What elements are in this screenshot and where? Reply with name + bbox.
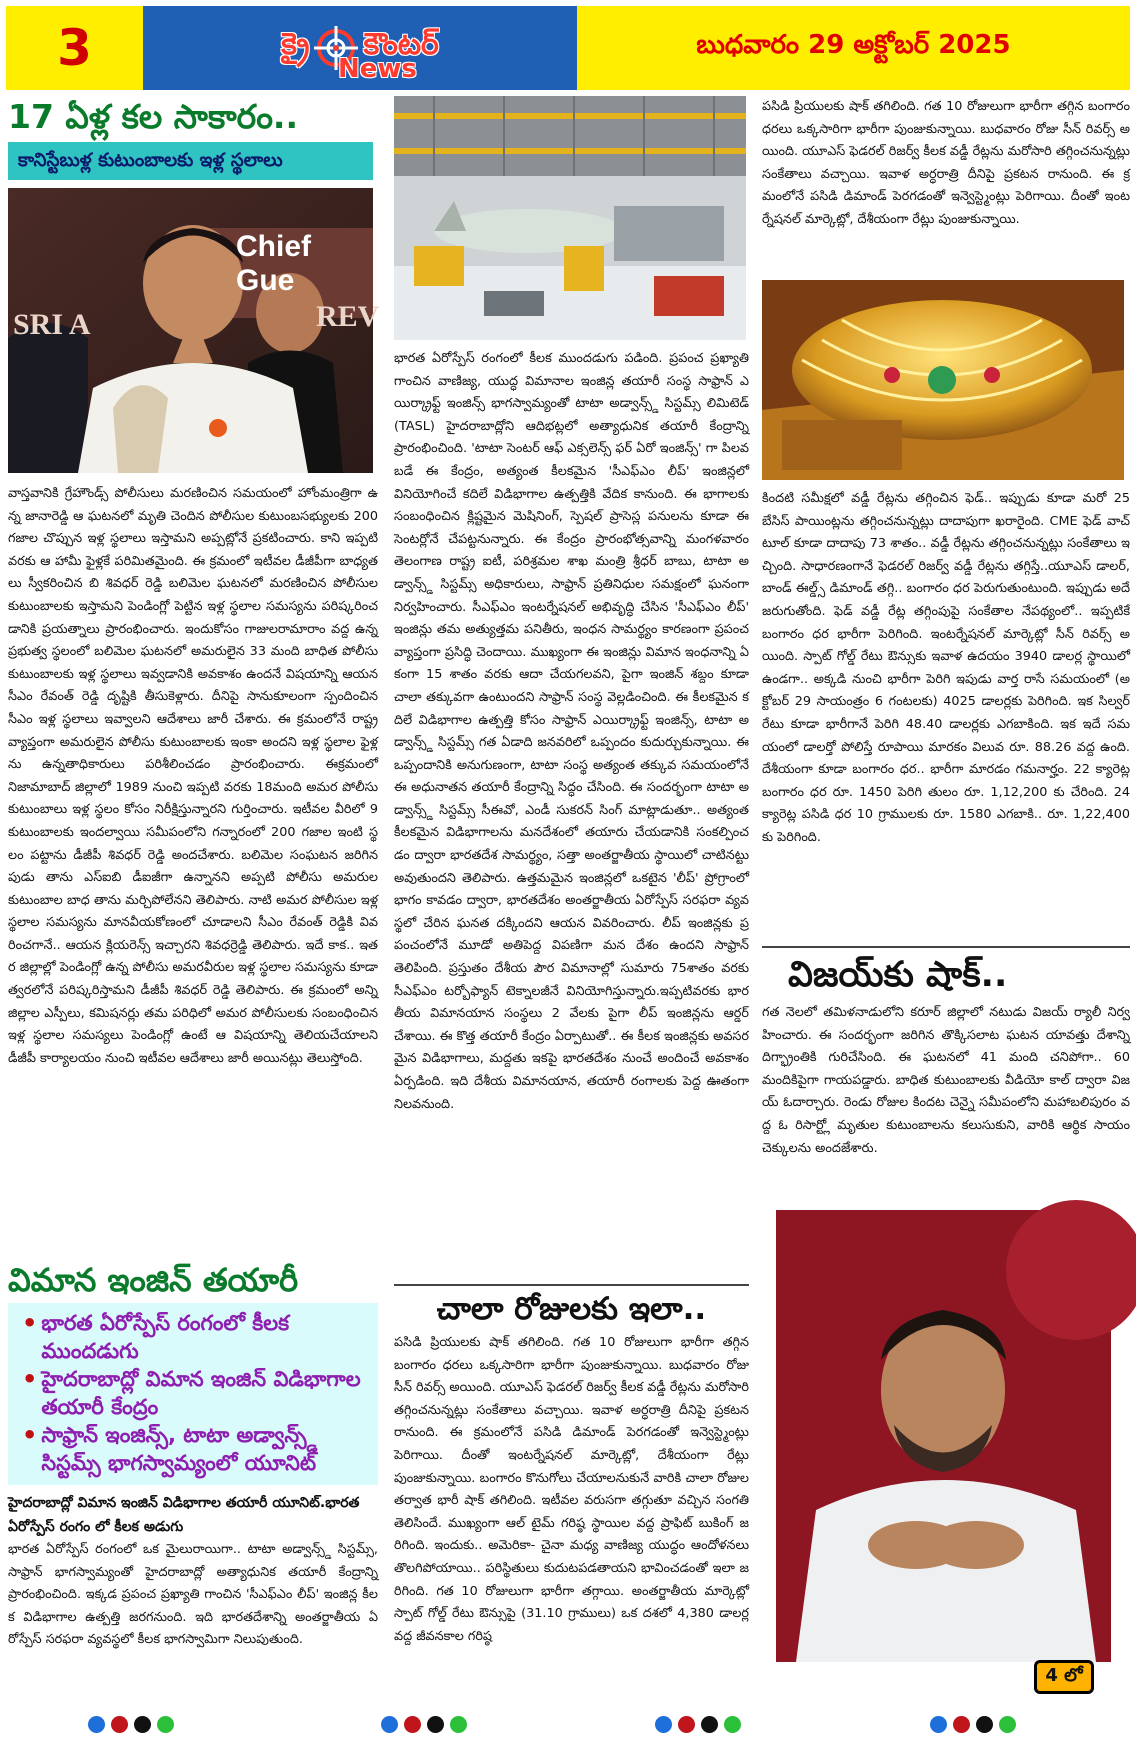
article-gold-rates: కిందటి సమీక్షలో వడ్డీ రేట్లను తగ్గించిన ఫెడ్.. ఇప్పుడు కూడా మరో 25 బేసిస్ పాయింట్లను తగ్గించనున్నట్లు దాదాపుగా ఖరారైంది. CME ఫెడ్ వాచ్ టూల్ కూడా దాదాపు 73 శాతం.. వడ్డీ రేట్లను తగ్గించనున్నట్లు సంకేతాలు ఇచ్చింది. సాధారణంగానే ఫెడరల్ రిజర్వ్ వడ్డీ రేట్లను తగ్గిస్తే..యూఎస్ డాలర్, బాండ్ ఈల్డ్స్ డిమాండ్ తగ్గి.. బంగారం ధర పెరుగుతుంటుంది. ఇప్పుడు అదే జరుగుతోంది. ఫెడ్ వడ్డీ రేట్ల తగ్గింపుపై సంకేతాల నేపథ్యంలో.. ఇప్పటికే బంగారం ధర భారీగా పెరిగింది. ఇంటర్నేషనల్ మార్కెట్లో సీన్ రివర్స్ అయింది. స్పాట్ గోల్డ్ రేటు ఔన్సుకు ఇవాళ ఉదయం 3940 డాలర్ల స్థాయిలో ఉండగా.. అక్కడి నుంచి భారీగా పెరిగి ఇపుడు వార్త రాసే సమయంలో (అక్టోబర్ 29 సాయంత్రం 6 గంటలకు) 4025 డాలర్లకు పెరిగింది. ఇక సిల్వర్ రేటు కూడా భారీగానే పెరిగి 48.40 డాలర్లకు ఎగబాకింది. ఇక ఇదే సమయంలో డాలర్తో పోలిస్తే రూపాయి మారకం విలువ రూ. 88.26 వద్ద ఉంది. దేశీయంగా కూడా బంగారం ధర.. భారీగా మారడం గమనార్హం. 22 క్యారెట్ల బంగారం ధర రూ. 1450 పెరిగి తులం రూ. 1,12,200 కు చేరింది. 24 క్యారెట్ల పసిడి ధర 10 గ్రాములకు రూ. 1580 ఎగబాకి.. రూ. 1,22,400 కు పెరిగింది. [762,491,1130,845]
black-dot-icon [134,1716,151,1733]
column-left [8,96,378,1719]
photo-engine-factory [394,96,746,340]
logo-word-right: కౌంటర్ [363,27,439,62]
red-dot-icon [404,1716,421,1733]
article-engine-main: భారత ఏరోస్పేస్ రంగంలో కీలక ముందడుగు పడింది. ప్రపంచ ప్రఖ్యాతి గాంచిన వాణిజ్య, యుద్ధ విమానాల ఇంజిన్ల తయారీ సంస్థ సాఫ్రాన్ ఎయిర్క్రాఫ్ట్ ఇంజిన్స్ భాగస్వామ్యంతో టాటా అడ్వాన్స్డ్ సిస్టమ్స్ లిమిటెడ్ (TASL) హైదరాబాద్లోని ఆదిభట్లలో అత్యాధునిక తయారీ కేంద్రాన్ని ప్రారంభించింది. 'టాటా సెంటర్ ఆఫ్ ఎక్సలెన్స్ ఫర్ ఏరో ఇంజిన్స్' గా పిలవబడే ఈ కేంద్రం, అత్యంత కీలకమైన 'సీఎఫ్ఎం లీప్' ఇంజిన్లలో వినియోగించే కదిలే విడిభాగాల ఉత్పత్తికి వేదిక కానుంది. ఈ భాగాలకు సంబంధించిన క్లిష్టమైన మెషినింగ్, స్పెషల్ ప్రాసెస్ల పనులను కూడా ఈ సెంటర్లోనే చేపట్టనున్నారు. ఈ కేంద్రం ప్రారంభోత్సవాన్ని మంగళవారం తెలంగాణ రాష్ట్ర ఐటీ, పరిశ్రమల శాఖ మంత్రి శ్రీధర్ బాబు, టాటా అడ్వాన్స్డ్ సిస్టమ్స్ అధికారులు, సాఫ్రాన్ ప్రతినిధుల సమక్షంలో ఘనంగా నిర్వహించారు. సీఎఫ్ఎం ఇంటర్నేషనల్ అభివృద్ధి చేసిన 'సీఎఫ్ఎం లీప్' ఇంజిన్లు తమ అత్యుత్తమ పనితీరు, ఇంధన సామర్థ్యం కారణంగా ప్రపంచవ్యాప్తంగా ప్రసిద్ధి చెందాయి. ముఖ్యంగా ఈ ఇంజిన్లు విమాన ఇంధనాన్ని ఏకంగా 15 శాతం వరకు ఆదా చేయగలవని, పైగా ఇంజిన్ శబ్దం కూడా చాలా తక్కువగా ఉంటుందని సాఫ్రాన్ సంస్థ వెల్లడించింది. ఈ కీలకమైన కదిలే విడిభాగాల ఉత్పత్తి కోసం సాఫ్రాన్ ఎయిర్క్రాఫ్ట్ ఇంజిన్స్, టాటా అడ్వాన్స్డ్ సిస్టమ్స్ గత ఏడాది జనవరిలో ఒప్పందం కుదుర్చుకున్నాయి. ఈ ఒప్పందానికి అనుగుణంగా, టాటా సంస్థ అత్యంత తక్కువ సమయంలోనే ఈ అధునాతన తయారీ కేంద్రాన్ని సిద్ధం చేసింది. ఈ సందర్భంగా టాటా అడ్వాన్స్డ్ సిస్టమ్స్ సీఈవో, ఎండీ సుకరన్ సింగ్ మాట్లాడుతూ.. అత్యంత కీలకమైన విడిభాగాలను మనదేశంలో తయారు చేయడానికి సంకల్పించడం ద్వారా భారతదేశ సామర్థ్యం, సత్తా అంతర్జాతీయ స్థాయిలో చాటినట్టు అవుతుందని తెలిపారు. ఉత్తమమైన ఇంజిన్లలో ఒకటైన 'లీప్' ప్రోగ్రాంలో భాగం కావడం ద్వారా, భారతదేశం అంతర్జాతీయ ఏరోస్పేస్ సరఫరా వ్యవస్థలో చేరిన ఘనత దక్కిందని ఆయన వివరించారు. లీప్ ఇంజిన్లకు ప్రపంచంలోనే మూడో అతిపెద్ద విపణిగా మన దేశం ఉందని సాఫ్రాన్ తెలిపింది. ప్రస్తుతం దేశీయ పౌర విమానాల్లో సుమారు 75శాతం వరకు సీఎఫ్ఎం టర్బోఫ్యాన్ టెక్నాలజీనే వినియోగిస్తున్నారు.ఇప్పటివరకు భారతీయ విమానయాన సంస్థలు 2 వేలకు పైగా లీప్ ఇంజిన్లను ఆర్డర్ చేశాయి. ఈ కొత్త తయారీ కేంద్రం ఏర్పాటుతో.. ఈ కీలక ఇంజిన్లకు అవసరమైన విడిభాగాలు, మద్దతు ఇకపై భారతదేశం నుంచే అందించే అవకాశం ఏర్పడింది. ఇది దేశీయ విమానయాన, తయారీ రంగాలకు పెద్ద ఊతంగా నిలవనుంది. [394,351,749,1112]
highlight-text: సాఫ్రాన్ ఇంజిన్స్, టాటా అడ్వాన్స్డ్ సిస్టమ్స్ భాగస్వామ్యంలో యూనిట్ [41,1423,318,1475]
photo-gold-jewellery [762,280,1124,480]
page-number: 3 [6,6,143,90]
article-vijay-body: గత నెలలో తమిళనాడులోని కరూర్ జిల్లాలో నటుడు విజయ్ ర్యాలీ నిర్వహించారు. ఈ సందర్భంగా జరిగిన తొక్కిసలాట ఘటన యావత్తు దేశాన్ని దిగ్భ్రాంతికి గురిచేసింది. ఈ ఘటనలో 41 మంది చనిపోగా.. 60 మందికిపైగా గాయపడ్డారు. బాధిత కుటుంబాలకు వీడియో కాల్ ద్వారా విజయ్ ఓదార్చారు. రెండు రోజుల కిందట చెన్నై సమీపంలోని మహాబలిపురం వద్ద ఓ రిసార్ట్లో మృతుల కుటుంబాలను కలుసుకుని, వారికి ఆర్థిక సాయం చెక్కులను అందజేశారు. [762,1005,1130,1156]
highlight-item [22,1309,370,1365]
red-dot-icon [953,1716,970,1733]
column-middle [394,96,749,1744]
bullet-dot-icon: • [22,1309,38,1337]
headline-vijay: విజయ్‌కు షాక్.. [788,955,1008,995]
blue-dot-icon [88,1716,105,1733]
subheadline-housing: కానిస్టేబుళ్ల కుటుంబాలకు ఇళ్ల స్థలాలు [8,142,373,180]
green-dot-icon [999,1716,1016,1733]
decorative-dots [381,1716,467,1733]
highlight-item [22,1365,370,1421]
photo-cm-namaste [8,188,380,473]
red-dot-icon [111,1716,128,1733]
bullet-dot-icon: • [22,1421,38,1449]
factory-illustration [394,96,746,340]
green-dot-icon [157,1716,174,1733]
portrait-illustration [776,1210,1111,1662]
black-dot-icon [976,1716,993,1733]
blue-dot-icon [930,1716,947,1733]
photo-vijay [776,1210,1111,1662]
green-dot-icon [450,1716,467,1733]
decorative-dots [88,1716,174,1733]
bullet-dot-icon: • [22,1365,38,1393]
red-dot-icon [678,1716,695,1733]
issue-date: బుధవారం 29 అక్టోబర్ 2025 [577,6,1130,90]
black-dot-icon [701,1716,718,1733]
masthead [6,6,1130,90]
headline-engine: విమాన ఇంజిన్ తయారీ [8,1261,299,1299]
green-dot-icon [724,1716,741,1733]
headline-housing: 17 ఏళ్ల కల సాకారం.. [8,97,298,136]
article-engine-body: భారత ఏరోస్పేస్ రంగంలో ఒక మైలురాయిగా.. టాటా అడ్వాన్స్డ్ సిస్టమ్స్, సాఫ్రాన్ భాగస్వామ్యంతో హైదరాబాద్లో అత్యాధునిక తయారీ కేంద్రాన్ని ప్రారంభించింది. ఇక్కడ ప్రపంచ ప్రఖ్యాతి గాంచిన 'సీఎఫ్ఎం లీప్' ఇంజిన్ల కీలక విడిభాగాల ఉత్పత్తి జరగనుంది. ఇది భారతదేశాన్ని అంతర్జాతీయ ఏరోస్పేస్ సరఫరా వ్యవస్థలో కీలక భాగస్వామిగా నిలుపుతుంది. [8,1542,378,1648]
backdrop-text-chief: Chief Gue [236,230,311,297]
highlight-text: హైదరాబాద్లో విమాన ఇంజిన్ విడిభాగాల తయారీ కేంద్రం [41,1367,361,1419]
article-housing-body: వాస్తవానికి గ్రేహౌండ్స్ పోలీసులు మరణించిన సమయంలో హోంమంత్రిగా ఉన్న జానారెడ్డి ఆ ఘటనలో మృతి చెందిన పోలీసుల కుటుంబసభ్యులకు 200 గజాల చొప్పున ఇళ్ల స్థలాలు ఇస్తామని అప్పట్లోనే ప్రకటించారు. కాని ఇప్పటి వరకు ఆ హామీ ఫైళ్లకే పరిమితమైంది. ఈ క్రమంలో ఇటీవల డీజీపీగా బాధ్యతలు స్వీకరించిన బి శివధర్ రెడ్డి బలిమెల ఘటనలో మరణించిన పోలీసుల కుటుంబాలకు ఇస్తామని పెండింగ్లో పెట్టిన ఇళ్ల స్థలాల సమస్యను పరిష్కరించడానికి ప్రయత్నాలు ప్రారంభించారు. ఇందుకోసం గాజులరామారాం వద్ద ఉన్న ప్రభుత్వ స్థలంలో బలిమెల ఘటనలో అమరులైన 33 మంది బాధిత పోలీసు కుటుంబాలకు ఇళ్ల స్థలాలు ఇవ్వడానికి అవకాశం ఉందనే విషయాన్ని ఆయన సీఎం రేవంత్ రెడ్డి దృష్టికి తీసుకెళ్లారు. దీనిపై సానుకూలంగా స్పందించిన సీఎం ఇళ్ల స్థలాలు ఇవ్వాలని ఆదేశాలు జారీ చేశారు. ఈ క్రమంలోనే రాష్ట్రవ్యాప్తంగా అమరులైన పోలీసు కుటుంబాలకు ఇంకా అందని ఇళ్ల స్థలాల ఫైళ్లను ఉన్నతాధికారులు పరిశీలించడం ప్రారంభించారు. ఈక్రమంలో నిజామాబాద్ జిల్లాలో 1989 నుంచి ఇప్పటి వరకు 18మంది అమర పోలీసు కుటుంబాలు ఇళ్ల స్థలం కోసం నిరీక్షిస్తున్నారని గుర్తించారు. ఇటీవల వీరిలో 9 కుటుంబాలకు ఇందల్వాయి సమీపంలోని గన్నారంలో 200 గజాల ఇంటి స్థలం పట్టాను డీజీపీ శివధర్ రెడ్డి అందచేశారు. బలిమెల సంఘటన జరిగినపుడు తాను ఎస్ఐబి డీఐజీగా ఉన్నానని అప్పటి పోలీసు అమరుల కుటుంబాల బాధ తాను మర్చిపోలేనని తెలిపారు. నాటి అమర పోలీసుల ఇళ్ల స్థలాల సమస్యను మానవీయకోణంలో చూడాలని సీఎం రేవంత్ రెడ్డికి వివరించగానే.. ఆయన క్లియరెన్స్ ఇచ్చారని శివధర్రెడ్డి తెలిపారు. ఇదే కాక.. ఇతర జిల్లాల్లో పెండింగ్లో ఉన్న పోలీసు అమరవీరుల ఇళ్ల స్థలాల సమస్యను కూడా త్వరలోనే పరిష్కరిస్తామని డీజీపీ శివధర్ రెడ్డి తెలిపారు. ఈ క్రమంలో అన్ని జిల్లాల ఎస్పీలు, కమిషనర్లు తమ పరిధిలో అమర పోలీసులకు సంబంధించిన ఇళ్ల స్థలాల సమస్యలు పెండింగ్లో ఉంటే ఆ విషయాన్ని తెలియచేయాలని డీజీపీ కార్యాలయం నుంచి ఇటీవల ఆదేశాలు జారీ అయినట్లు తెలుస్తోంది. [8,486,378,1066]
blue-dot-icon [381,1716,398,1733]
brand-logo [143,6,577,90]
backdrop-text-rev: REV [316,300,380,333]
engine-lead: హైదరాబాద్లో విమాన ఇంజిన్ విడిభాగాల తయారీ యూనిట్.భారత ఏరోస్పేస్ రంగం లో కీలక అడుగు [8,1495,360,1535]
divider [762,946,1130,948]
article-gold-continued: పసిడి ప్రియులకు షాక్ తగిలింది. గత 10 రోజులుగా భారీగా తగ్గిన బంగారం ధరలు ఒక్కసారిగా భారీగా పుంజుకున్నాయి. బుధవారం రోజు సీన్ రివర్స్ అయింది. యూఎస్ ఫెడరల్ రిజర్వ్ కీలక వడ్డీ రేట్లను మరోసారి తగ్గించనున్నట్లు సంకేతాలు వచ్చాయి. ఇవాళ అర్ధరాత్రి దీనిపై ప్రకటన రానుంది. ఈ క్రమంలోనే పసిడి డిమాండ్ పెరగడంతో ఇన్వెస్ట్మెంట్లు పెరిగాయి. దీంతో ఇంటర్నేషనల్ మార్కెట్లో, దేశీయంగా రేట్లు పుంజుకున్నాయి. [762,99,1130,227]
continued-on-page-badge: 4 లో [1034,1660,1094,1694]
jewellery-illustration [762,280,1124,480]
column-right [762,96,1130,1662]
decorative-dots [930,1716,1016,1733]
headline-gold: చాలా రోజులకు ఇలా.. [436,1291,707,1327]
black-dot-icon [427,1716,444,1733]
highlight-item [22,1421,370,1477]
highlight-text: భారత ఏరోస్పేస్ రంగంలో కీలక ముందడుగు [41,1311,290,1363]
logo-word-left: క్రై [281,27,310,62]
article-gold-body: పసిడి ప్రియులకు షాక్ తగిలింది. గత 10 రోజులుగా భారీగా తగ్గిన బంగారం ధరలు ఒక్కసారిగా భారీగా పుంజుకున్నాయి. బుధవారం రోజు సీన్ రివర్స్ అయింది. యూఎస్ ఫెడరల్ రిజర్వ్ కీలక వడ్డీ రేట్లను మరోసారి తగ్గించనున్నట్లు సంకేతాలు వచ్చాయి. ఇవాళ అర్ధరాత్రి దీనిపై ప్రకటన రానుంది. ఈ క్రమంలోనే పసిడి డిమాండ్ పెరగడంతో ఇన్వెస్ట్మెంట్లు పెరిగాయి. దీంతో ఇంటర్నేషనల్ మార్కెట్లో, దేశీయంగా రేట్లు పుంజుకున్నాయి. బంగారం కొనుగోలు చేయాలనుకునే వారికి చాలా రోజుల తర్వాత భారీ షాక్ తగిలింది. ఇటీవల వరుసగా తగ్గుతూ వచ్చిన సంగతి తెలిసిందే. ముఖ్యంగా ఆల్ టైమ్ గరిష్ఠ స్థాయిల వద్ద ప్రాఫిట్ బుకింగ్ జరిగింది. ఇందుకు.. అమెరికా- చైనా మధ్య వాణిజ్య యుద్ధం ఆందోళనలు తొలగిపోయాయి.. పరిస్థితులు కుదుటపడతాయని భావించడంతో ఇలా జరిగింది. గత 10 రోజులుగా భారీగా తగ్గాయి. అంతర్జాతీయ మార్కెట్లో స్పాట్ గోల్డ్ రేటు ఔన్సుపై (31.10 గ్రాములు) ఒక దశలో 4,380 డాలర్ల వద్ద జీవనకాల గరిష్ఠ [394,1335,749,1644]
backdrop-text-sri: SRI A [13,308,91,341]
logo-subtitle: News [338,54,417,84]
decorative-dots [655,1716,741,1733]
blue-dot-icon [655,1716,672,1733]
engine-highlights [8,1303,378,1485]
